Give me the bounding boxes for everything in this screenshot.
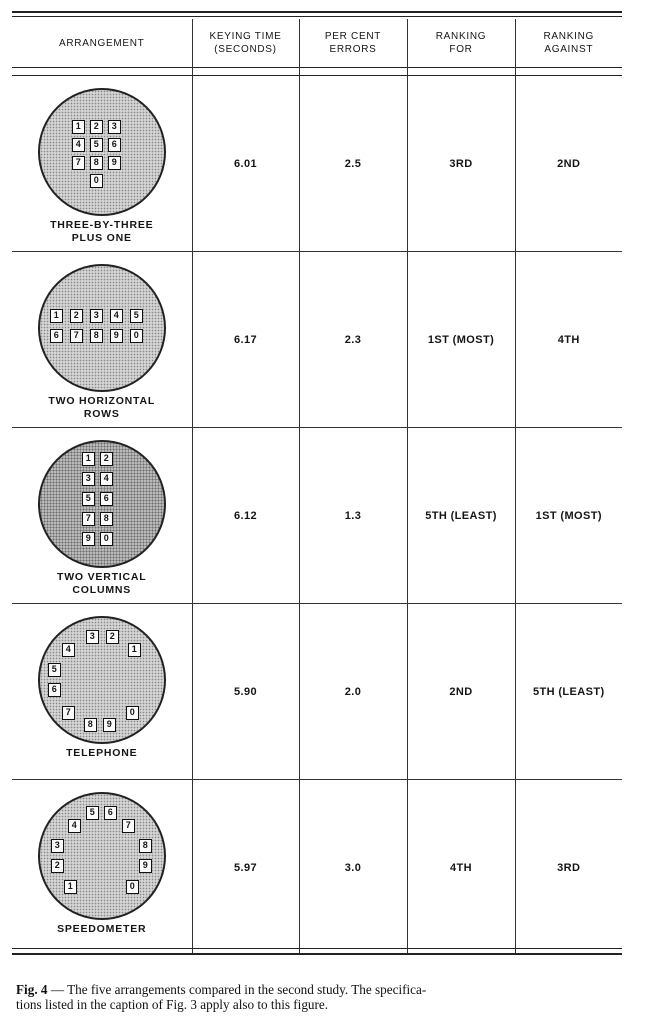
arrangement-label: TWO HORIZONTAL ROWS xyxy=(48,395,156,420)
errors-value: 1.3 xyxy=(299,428,407,604)
keypad-key: 9 xyxy=(139,859,152,873)
keypad-key: 2 xyxy=(70,309,83,323)
keypad-key: 5 xyxy=(82,492,95,506)
keypad-key: 6 xyxy=(48,683,61,697)
keypad-key: 9 xyxy=(103,718,116,732)
top-rule-thin xyxy=(12,16,622,17)
arrangement-label: TWO VERTICAL COLUMNS xyxy=(56,571,147,596)
keypad-key: 1 xyxy=(82,452,95,466)
caption-dash: — xyxy=(47,982,68,997)
header-keying-time xyxy=(192,19,299,68)
ranking-for-value: 2ND xyxy=(407,604,515,780)
keypad-key: 7 xyxy=(122,819,135,833)
keypad-dial-three-by-three xyxy=(38,88,166,216)
keypad-key: 0 xyxy=(126,706,139,720)
keypad-key: 1 xyxy=(72,120,85,134)
header-arrangement: ARRANGEMENT xyxy=(59,37,145,49)
arrangement-cell xyxy=(12,780,192,956)
keying-time-value: 6.17 xyxy=(192,252,299,428)
ranking-against-value: 5TH (LEAST) xyxy=(515,604,622,780)
keying-time-value: 5.97 xyxy=(192,780,299,956)
header-ranking-against xyxy=(515,19,622,68)
figure-caption xyxy=(16,982,628,1012)
arrangement-cell xyxy=(12,76,192,252)
keypad-key: 1 xyxy=(64,880,77,894)
bottom-rule xyxy=(12,953,622,955)
keypad-key: 8 xyxy=(90,329,103,343)
keypad-key: 3 xyxy=(108,120,121,134)
header-ranking-for xyxy=(407,19,515,68)
keypad-key: 4 xyxy=(100,472,113,486)
keypad-key: 3 xyxy=(86,630,99,644)
keypad-dial-horizontal-rows xyxy=(38,264,166,392)
table-row xyxy=(12,428,622,604)
keypad-key: 8 xyxy=(90,156,103,170)
header-row xyxy=(12,19,622,68)
header-ranking-against-text: RANKING AGAINST xyxy=(543,31,594,55)
table-row xyxy=(12,604,622,780)
keying-time-value: 5.90 xyxy=(192,604,299,780)
keypad-key: 3 xyxy=(82,472,95,486)
keypad-key: 0 xyxy=(126,880,139,894)
arrangement-label: TELEPHONE xyxy=(66,747,138,759)
keypad-key: 0 xyxy=(90,174,103,188)
keypad-key: 5 xyxy=(86,806,99,820)
errors-value: 3.0 xyxy=(299,780,407,956)
ranking-against-value: 3RD xyxy=(515,780,622,956)
keypad-key: 3 xyxy=(90,309,103,323)
arrangement-cell xyxy=(12,252,192,428)
keypad-key: 8 xyxy=(84,718,97,732)
keypad-key: 0 xyxy=(100,532,113,546)
ranking-for-value: 4TH xyxy=(407,780,515,956)
keypad-key: 1 xyxy=(128,643,141,657)
ranking-for-value: 5TH (LEAST) xyxy=(407,428,515,604)
keypad-key: 6 xyxy=(104,806,117,820)
keying-time-value: 6.01 xyxy=(192,76,299,252)
keypad-dial-speedometer xyxy=(38,792,166,920)
keypad-dial-vertical-columns xyxy=(38,440,166,568)
keypad-key: 6 xyxy=(108,138,121,152)
keypad-key: 7 xyxy=(72,156,85,170)
header-per-cent-errors xyxy=(299,19,407,68)
bottom-rule-thin xyxy=(12,948,622,949)
keypad-key: 9 xyxy=(108,156,121,170)
caption-text-line2: tions listed in the caption of Fig. 3 apply also to this figure. xyxy=(16,997,329,1012)
keypad-key: 5 xyxy=(130,309,143,323)
keypad-key: 5 xyxy=(90,138,103,152)
keypad-key: 4 xyxy=(110,309,123,323)
keypad-key: 7 xyxy=(70,329,83,343)
table-row xyxy=(12,780,622,956)
keypad-key: 2 xyxy=(100,452,113,466)
keypad-key: 7 xyxy=(62,706,75,720)
ranking-for-value: 3RD xyxy=(407,76,515,252)
errors-value: 2.5 xyxy=(299,76,407,252)
top-rule xyxy=(12,11,622,13)
keypad-key: 2 xyxy=(90,120,103,134)
keypad-key: 8 xyxy=(139,839,152,853)
header-ranking-for-text: RANKING FOR xyxy=(435,31,487,55)
keypad-key: 9 xyxy=(82,532,95,546)
keypad-dial-telephone xyxy=(38,616,166,744)
table-row xyxy=(12,76,622,252)
header-separator xyxy=(12,68,622,76)
table-row xyxy=(12,252,622,428)
arrangement-cell xyxy=(12,428,192,604)
keypad-key: 3 xyxy=(51,839,64,853)
keypad-key: 9 xyxy=(110,329,123,343)
keypad-key: 2 xyxy=(106,630,119,644)
arrangement-label: SPEEDOMETER xyxy=(57,923,147,935)
caption-text-line1: The five arrangements compared in the second study. The specifica- xyxy=(67,982,427,997)
ranking-against-value: 2ND xyxy=(515,76,622,252)
ranking-against-value: 1ST (MOST) xyxy=(515,428,622,604)
ranking-against-value: 4TH xyxy=(515,252,622,428)
keypad-key: 2 xyxy=(51,859,64,873)
arrangement-label: THREE-BY-THREE PLUS ONE xyxy=(50,219,154,244)
keypad-key: 4 xyxy=(68,819,81,833)
keypad-key: 4 xyxy=(62,643,75,657)
keypad-key: 8 xyxy=(100,512,113,526)
arrangement-table xyxy=(12,19,622,955)
errors-value: 2.3 xyxy=(299,252,407,428)
keypad-key: 0 xyxy=(130,329,143,343)
errors-value: 2.0 xyxy=(299,604,407,780)
keying-time-value: 6.12 xyxy=(192,428,299,604)
keypad-key: 6 xyxy=(50,329,63,343)
caption-fig-label: Fig. 4 xyxy=(16,982,48,997)
keypad-key: 6 xyxy=(100,492,113,506)
keypad-key: 7 xyxy=(82,512,95,526)
header-errors-text: PER CENT ERRORS xyxy=(324,31,382,55)
keypad-key: 4 xyxy=(72,138,85,152)
ranking-for-value: 1ST (MOST) xyxy=(407,252,515,428)
header-keying-time-text: KEYING TIME (SECONDS) xyxy=(209,31,282,55)
arrangement-cell xyxy=(12,604,192,780)
keypad-key: 1 xyxy=(50,309,63,323)
keypad-key: 5 xyxy=(48,663,61,677)
